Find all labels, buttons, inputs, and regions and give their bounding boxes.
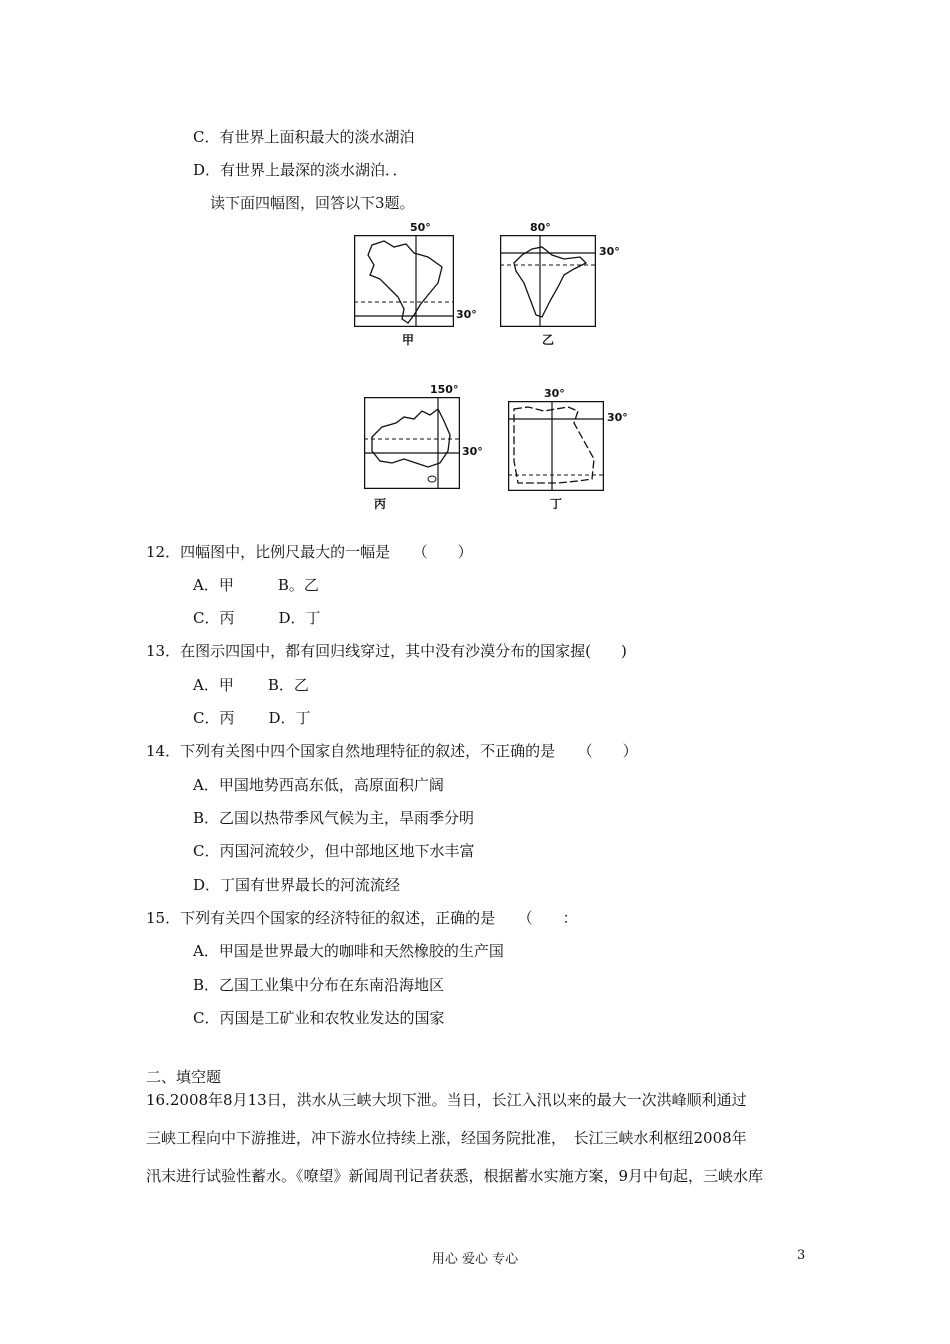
question-12-row-1 (193, 575, 319, 595)
map-yi-graphic (500, 235, 596, 327)
four-maps-figure (340, 215, 640, 520)
question-14-option-d: D．丁国有世界最长的河流流经 (193, 876, 401, 894)
map-ding-caption: 丁 (550, 497, 563, 511)
option: A．甲 (193, 676, 234, 694)
map-jia-graphic (354, 235, 454, 327)
paragraph-line-3: 汛末进行试验性蓄水。《嘹望》新闻周刊记者获悉，根据蓄水实施方案，9月中旬起，三峡水库 (146, 1167, 764, 1185)
page-footer: 用心 爱心 专心 (431, 1252, 519, 1267)
question-12-row-2 (193, 608, 321, 628)
map-ding-graphic (508, 401, 604, 491)
option: A．甲 (193, 576, 234, 594)
question-15-option-a: A．甲国是世界最大的咖啡和天然橡胶的生产国 (193, 942, 504, 960)
question-13-stem: 13．在图示四国中，都有回归线穿过，其中没有沙漠分布的国家握( ) (146, 642, 627, 660)
option-d-intro: D．有世界上最深的淡水湖泊．． (193, 161, 408, 179)
map-ding (508, 387, 628, 511)
question-15-stem: 15．下列有关四个国家的经济特征的叙述，正确的是 （ ： (146, 909, 578, 927)
option: B．乙 (267, 676, 309, 694)
map-ding-lon-label: 30° (544, 387, 565, 400)
map-jia-lon-label: 50° (410, 221, 431, 234)
section-2-heading: 二、填空题 (146, 1068, 222, 1086)
map-bing-caption: 丙 (374, 497, 387, 511)
option: C．丙 (193, 609, 235, 627)
map-ding-lat-label: 30° (607, 411, 628, 424)
map-yi-caption: 乙 (542, 333, 555, 347)
option-c-intro: C．有世界上面积最大的淡水湖泊 (193, 128, 415, 146)
question-14-option-b: B．乙国以热带季风气候为主，旱雨季分明 (193, 809, 475, 827)
map-jia-caption: 甲 (402, 333, 415, 347)
option: B。乙 (277, 576, 319, 594)
map-jia (354, 221, 477, 347)
question-14-stem: 14．下列有关图中四个国家自然地理特征的叙述，不正确的是 （ ） (146, 742, 638, 760)
page-number: 3 (797, 1248, 806, 1263)
paragraph-line-1: 16.2008年8月13日，洪水从三峡大坝下泄。当日，长江入汛以来的最大一次洪峰顺利通过 (146, 1091, 747, 1109)
figure-prompt: 读下面四幅图，回答以下3题。 (210, 194, 415, 212)
map-jia-lat-label: 30° (456, 308, 477, 321)
option: D．丁 (268, 709, 311, 727)
question-12-stem: 12．四幅图中，比例尺最大的一幅是 （ ） (146, 543, 473, 561)
map-bing-lon-label: 150° (430, 383, 459, 396)
question-15-option-b: B．乙国工业集中分布在东南沿海地区 (193, 976, 445, 994)
question-14-option-c: C．丙国河流较少，但中部地区地下水丰富 (193, 842, 475, 860)
question-13-row-2 (193, 708, 311, 728)
map-bing (364, 383, 483, 511)
option: D．丁 (278, 609, 321, 627)
map-yi (500, 221, 620, 347)
option: C．丙 (193, 709, 235, 727)
map-bing-lat-label: 30° (462, 445, 483, 458)
map-yi-lat-label: 30° (599, 245, 620, 258)
map-bing-graphic (364, 397, 460, 489)
question-15-option-c: C．丙国是工矿业和农牧业发达的国家 (193, 1009, 445, 1027)
question-14-option-a: A．甲国地势西高东低，高原面积广阔 (193, 776, 444, 794)
paragraph-line-2: 三峡工程向中下游推进，冲下游水位持续上涨，经国务院批准， 长江三峡水利枢纽2008年 (146, 1129, 747, 1147)
question-13-row-1 (193, 675, 309, 695)
map-yi-lon-label: 80° (530, 221, 551, 234)
